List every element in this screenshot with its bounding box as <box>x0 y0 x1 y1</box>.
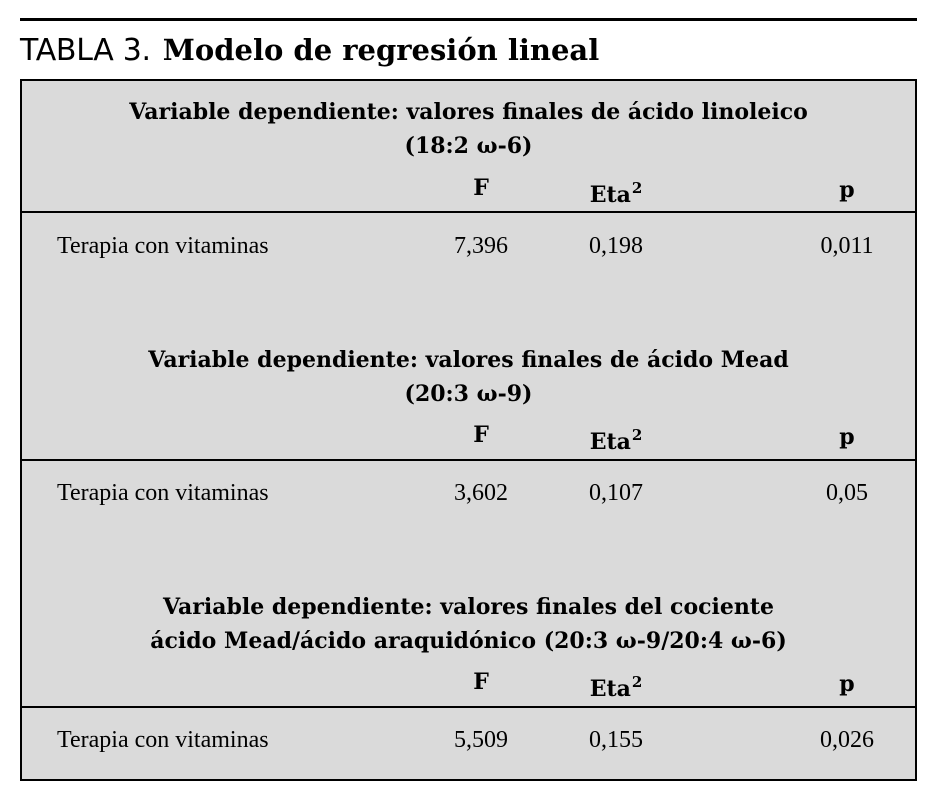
eta-label: Eta <box>589 429 631 455</box>
regression-table <box>20 79 917 781</box>
section-heading <box>22 590 915 658</box>
column-header-eta <box>546 667 686 704</box>
cell-eta: 0,155 <box>589 727 643 753</box>
column-header-p: p <box>839 177 855 203</box>
top-rule <box>20 18 917 21</box>
section-heading <box>22 95 915 163</box>
section-heading-line1: Variable dependiente: valores finales de ácido linoleico <box>129 99 808 125</box>
row-label: Terapia con vitaminas <box>57 233 269 259</box>
cell-eta: 0,107 <box>589 480 643 506</box>
section-heading-line2: ácido Mead/ácido araquidónico (20:3 ω-9/20:4 ω-6) <box>150 628 787 654</box>
section-heading-line1: Variable dependiente: valores finales de ácido Mead <box>148 347 789 373</box>
cell-p: 0,026 <box>820 727 874 753</box>
table-title: Modelo de regresión lineal <box>162 33 600 67</box>
section-heading-line2: (20:3 ω-9) <box>404 381 533 407</box>
column-header-eta <box>546 173 686 210</box>
section-divider <box>22 211 915 213</box>
eta-superscript: 2 <box>631 179 643 197</box>
column-header-p: p <box>839 671 855 697</box>
row-label: Terapia con vitaminas <box>57 480 269 506</box>
cell-p: 0,05 <box>826 480 868 506</box>
section-heading <box>22 343 915 411</box>
column-header-f: F <box>473 175 489 201</box>
column-header-f: F <box>473 422 489 448</box>
cell-f: 7,396 <box>454 233 508 259</box>
eta-superscript: 2 <box>631 426 643 444</box>
eta-label: Eta <box>589 676 631 702</box>
column-header-f: F <box>473 669 489 695</box>
section-heading-line2: (18:2 ω-6) <box>404 133 533 159</box>
row-label: Terapia con vitaminas <box>57 727 269 753</box>
section-divider <box>22 459 915 461</box>
cell-f: 5,509 <box>454 727 508 753</box>
eta-label: Eta <box>589 182 631 208</box>
column-header-p: p <box>839 424 855 450</box>
table-caption <box>20 28 599 72</box>
cell-f: 3,602 <box>454 480 508 506</box>
section-heading-line1: Variable dependiente: valores finales del cociente <box>162 594 775 620</box>
column-header-eta <box>546 420 686 457</box>
section-divider <box>22 706 915 708</box>
cell-eta: 0,198 <box>589 233 643 259</box>
table-label: TABLA 3. <box>20 33 151 68</box>
eta-superscript: 2 <box>631 673 643 691</box>
cell-p: 0,011 <box>820 233 874 259</box>
